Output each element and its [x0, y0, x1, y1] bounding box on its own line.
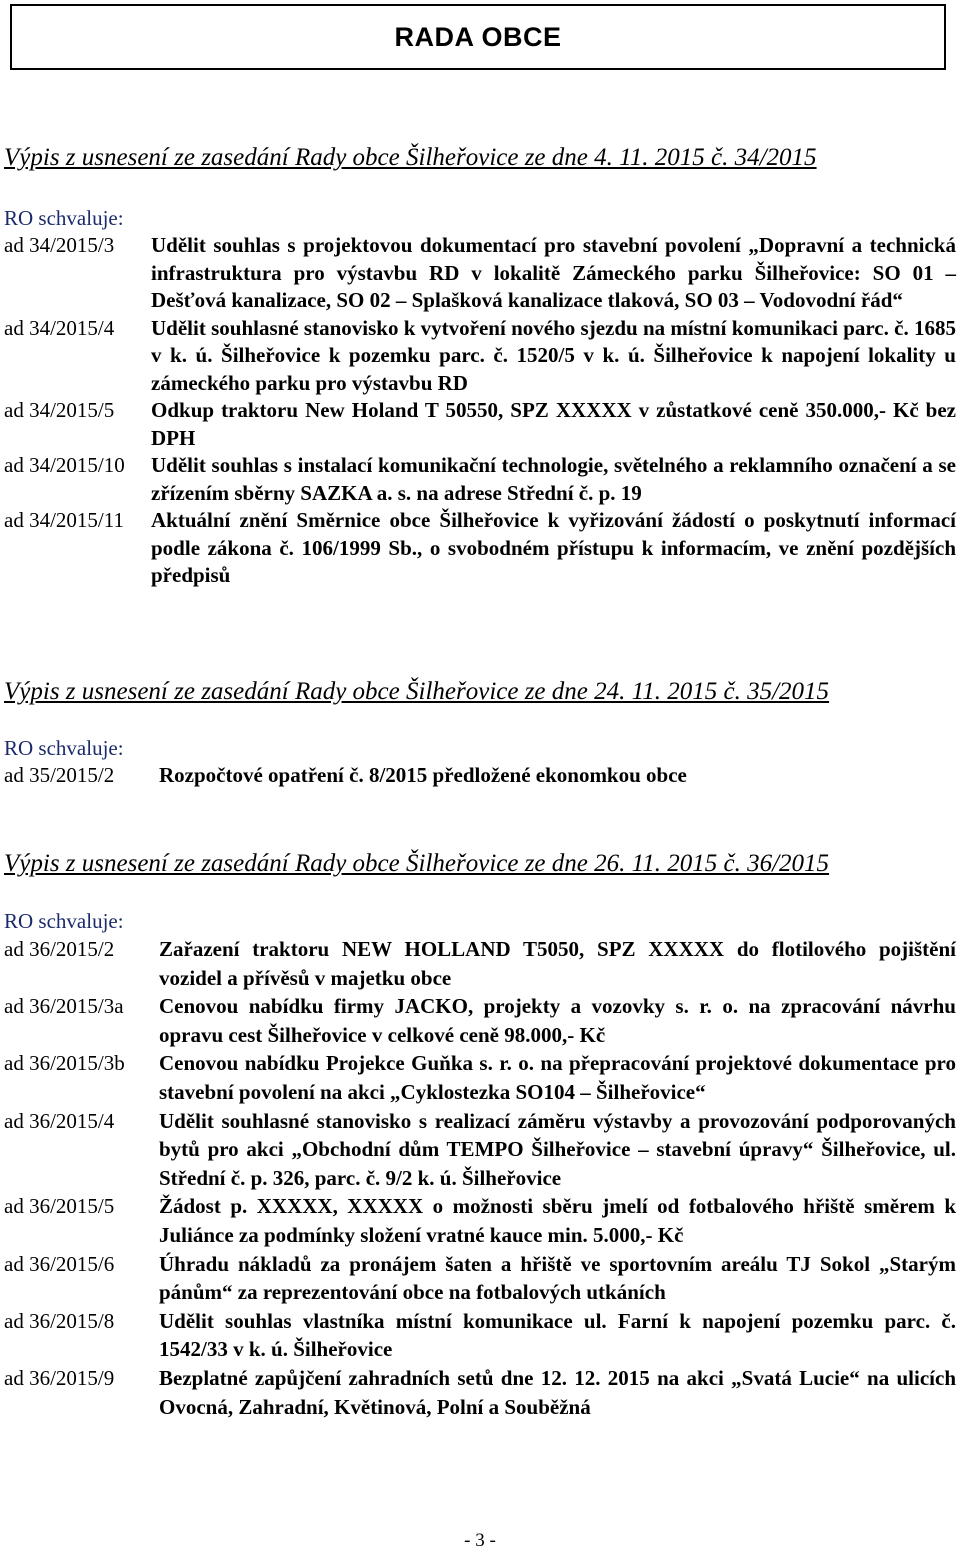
resolution-item: [4, 315, 956, 398]
resolution-item: [4, 762, 956, 790]
resolution-text: Cenovou nabídku Projekce Guňka s. r. o. na přepracování projektové dokumentace pro stavební povolení na akci „Cyklostezka SO104 – Šilheřovice“: [159, 1051, 956, 1104]
resolution-item: [4, 1192, 956, 1249]
section-34-2015: [4, 143, 956, 590]
resolution-ref: ad 34/2015/5: [4, 398, 115, 422]
resolution-text: Žádost p. XXXXX, XXXXX o možnosti sběru jmelí od fotbalového hřiště směrem k Juliánce za podmínky složení vratné kauce min. 5.000,- Kč: [159, 1194, 956, 1247]
resolution-text: Udělit souhlas s instalací komunikační technologie, světelného a reklamního označení a se zřízením sběrny SAZKA a. s. na adrese Střední č. p. 19: [151, 453, 956, 505]
page-number: - 3 -: [464, 1530, 496, 1551]
resolution-item: [4, 507, 956, 590]
resolution-item: [4, 935, 956, 992]
section-36-2015: [4, 849, 956, 1421]
resolution-item: [4, 1049, 956, 1106]
resolution-ref: ad 36/2015/8: [4, 1308, 115, 1333]
header-box: [10, 4, 946, 70]
resolution-ref: ad 34/2015/11: [4, 508, 124, 532]
resolution-ref: ad 34/2015/3: [4, 233, 115, 257]
ro-label: RO schvaluje:: [4, 736, 124, 760]
resolution-ref: ad 36/2015/3b: [4, 1051, 125, 1076]
resolution-text: Bezplatné zapůjčení zahradních setů dne 12. 12. 2015 na akci „Svatá Lucie“ na ulicích Ovocná, Zahradní, Květinová, Polní a Souběžná: [159, 1365, 956, 1419]
resolution-ref: ad 36/2015/4: [4, 1108, 115, 1133]
resolution-ref: ad 34/2015/10: [4, 453, 125, 477]
page-title: RADA OBCE: [394, 21, 562, 52]
resolution-item: [4, 232, 956, 315]
ro-label: RO schvaluje:: [4, 206, 124, 230]
resolution-item: [4, 452, 956, 507]
resolution-item: [4, 397, 956, 452]
section-35-2015: [4, 677, 956, 790]
resolution-text: Udělit souhlas s projektovou dokumentací pro stavební povolení „Dopravní a technická infrastruktura pro výstavbu RD v lokalitě Zámeckého parku Šilheřovice: SO 01 – Dešťová kanalizace, SO 02 – Splašková kanalizace tlaková, SO 03 – Vodovodní řád“: [151, 233, 956, 312]
resolution-item: [4, 1250, 956, 1307]
resolution-text: Úhradu nákladů za pronájem šaten a hřiště ve sportovním areálu TJ Sokol „Starým pánům“ za reprezentování obce na fotbalových utkáních: [159, 1251, 956, 1305]
resolution-text: Rozpočtové opatření č. 8/2015 předložené ekonomkou obce: [159, 763, 687, 787]
resolution-item: [4, 1107, 956, 1193]
section-title: Výpis z usnesení ze zasedání Rady obce Šilheřovice ze dne 24. 11. 2015 č. 35/2015: [4, 678, 830, 705]
resolution-ref: ad 36/2015/9: [4, 1365, 115, 1390]
resolution-text: Aktuální znění Směrnice obce Šilheřovice k vyřizování žádostí o poskytnutí informací podle zákona č. 106/1999 Sb., o svobodném přístupu k informacím, ve znění pozdějších předpisů: [151, 508, 956, 587]
section-title: Výpis z usnesení ze zasedání Rady obce Šilheřovice ze dne 4. 11. 2015 č. 34/2015: [4, 144, 817, 171]
resolution-text: Cenovou nabídku firmy JACKO, projekty a vozovky s. r. o. na zpracování návrhu opravu cest Šilheřovice v celkové ceně 98.000,- Kč: [159, 994, 956, 1047]
resolution-item: [4, 992, 956, 1049]
ro-label: RO schvaluje:: [4, 909, 124, 933]
resolution-item: [4, 1364, 956, 1421]
resolution-text: Udělit souhlasné stanovisko k vytvoření nového sjezdu na místní komunikaci parc. č. 1685 v k. ú. Šilheřovice k pozemku parc. č. 1520/5 v k. ú. Šilheřovice k napojení lokality u zámeckého parku pro výstavbu RD: [151, 315, 956, 395]
resolution-text: Udělit souhlas vlastníka místní komunikace ul. Farní k napojení pozemku parc. č. 1542/33 v k. ú. Šilheřovice: [159, 1308, 956, 1362]
resolution-ref: ad 36/2015/2: [4, 937, 115, 961]
section-title: Výpis z usnesení ze zasedání Rady obce Šilheřovice ze dne 26. 11. 2015 č. 36/2015: [4, 850, 830, 877]
resolution-ref: ad 34/2015/4: [4, 315, 115, 340]
resolution-item: [4, 1307, 956, 1364]
resolution-ref: ad 36/2015/5: [4, 1194, 115, 1219]
resolution-text: Odkup traktoru New Holand T 50550, SPZ XXXXX v zůstatkové ceně 350.000,- Kč bez DPH: [151, 398, 956, 450]
resolution-ref: ad 36/2015/6: [4, 1251, 115, 1276]
resolution-text: Zařazení traktoru NEW HOLLAND T5050, SPZ XXXXX do flotilového pojištění vozidel a přívěsů v majetku obce: [159, 937, 956, 990]
resolution-ref: ad 35/2015/2: [4, 763, 115, 787]
resolution-text: Udělit souhlasné stanovisko s realizací záměru výstavby a provozování podporovaných bytů pro akci „Obchodní dům TEMPO Šilheřovice – stavební úpravy“ Šilheřovice, ul. Střední č. p. 326, parc. č. 9/2 k. ú. Šilheřovice: [159, 1108, 956, 1190]
resolution-ref: ad 36/2015/3a: [4, 994, 124, 1019]
